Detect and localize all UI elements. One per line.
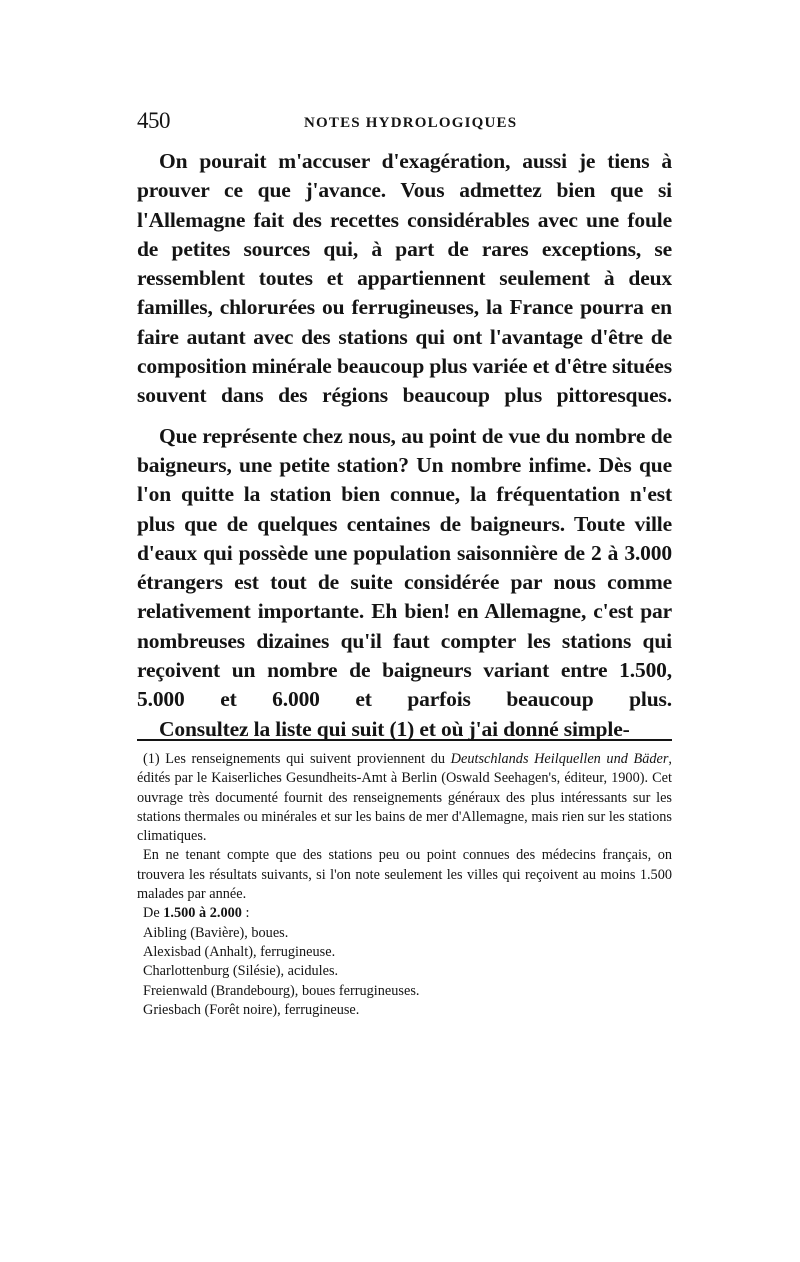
range-value: 1.500 à 2.000 (163, 905, 242, 922)
footnote-text-a: Les renseignements qui suivent proviennent du (159, 751, 451, 767)
list-item: Freienwald (Brandebourg), boues ferrugineuses. (143, 982, 420, 999)
footnote-book-title: Deutschlands Heilquellen und Bäder (450, 751, 669, 767)
range-prefix: De (143, 905, 164, 922)
list-item: Griesbach (Forêt noire), ferrugineuse. (143, 1001, 360, 1018)
page-number: 450 (137, 108, 170, 133)
footnote-separator (137, 739, 672, 741)
body-text (137, 147, 672, 744)
range-suffix: : (241, 905, 250, 922)
footnotes (137, 750, 672, 1020)
paragraph-3: Consultez la liste qui suit (1) et où j'ai donné simple- (159, 716, 630, 741)
station-list (137, 924, 672, 1020)
footnote-marker: (1) (143, 751, 160, 767)
list-item: Charlottenburg (Silésie), acidules. (143, 963, 339, 980)
footnote-text-b: , édités par le Kaiserliches Gesundheits-Amt à Berlin (Oswald Seehagen's, éditeur, 1900). Cet ouvrage très documenté fournit des renseignements généraux des plus intéressants sur les stations thermales ou minérales et sur les bains de mer d'Allemagne, mais rien sur les stations climatiques. (137, 751, 672, 845)
footnote-paragraph-2: En ne tenant compte que des stations peu ou point connues des médecins français, on trouvera les résultats suivants, si l'on note seulement les villes qui reçoivent au moins 1.500 malades par année. (137, 847, 672, 903)
paragraph-1: On pourait m'accuser d'exagération, aussi je tiens à prouver ce que j'avance. Vous admettez bien que si l'Allemagne fait des recettes considérables avec une foule de petites sources qui, à part de rares exceptions, se ressemblent toutes et appartiennent seulement à deux familles, chlorurées ou ferrugineuses, la France pourra en faire autant avec des stations qui ont l'avantage d'être de composition minérale beaucoup plus variée et d'être situées souvent dans des régions beaucoup plus pittoresques. (137, 149, 672, 408)
footnote-1 (137, 750, 672, 846)
running-title: NOTES HYDROLOGIQUES (304, 115, 518, 131)
list-item: Alexisbad (Anhalt), ferrugineuse. (143, 943, 336, 960)
range-heading (137, 904, 672, 923)
list-item: Aibling (Bavière), boues. (143, 924, 289, 941)
page-header (137, 108, 672, 138)
paragraph-2: Que représente chez nous, au point de vue du nombre de baigneurs, une petite station? Un nombre infime. Dès que l'on quitte la station bien connue, la fréquentation n'est plus que de quelques centaines de baigneurs. Toute ville d'eaux qui possède une population saisonnière de 2 à 3.000 étrangers est tout de suite considérée par nous comme relativement importante. Eh bien! en Allemagne, c'est par nombreuses dizaines qu'il faut compter les stations qui reçoivent un nombre de baigneurs variant entre 1.500, 5.000 et 6.000 et parfois beaucoup plus. (137, 423, 672, 712)
